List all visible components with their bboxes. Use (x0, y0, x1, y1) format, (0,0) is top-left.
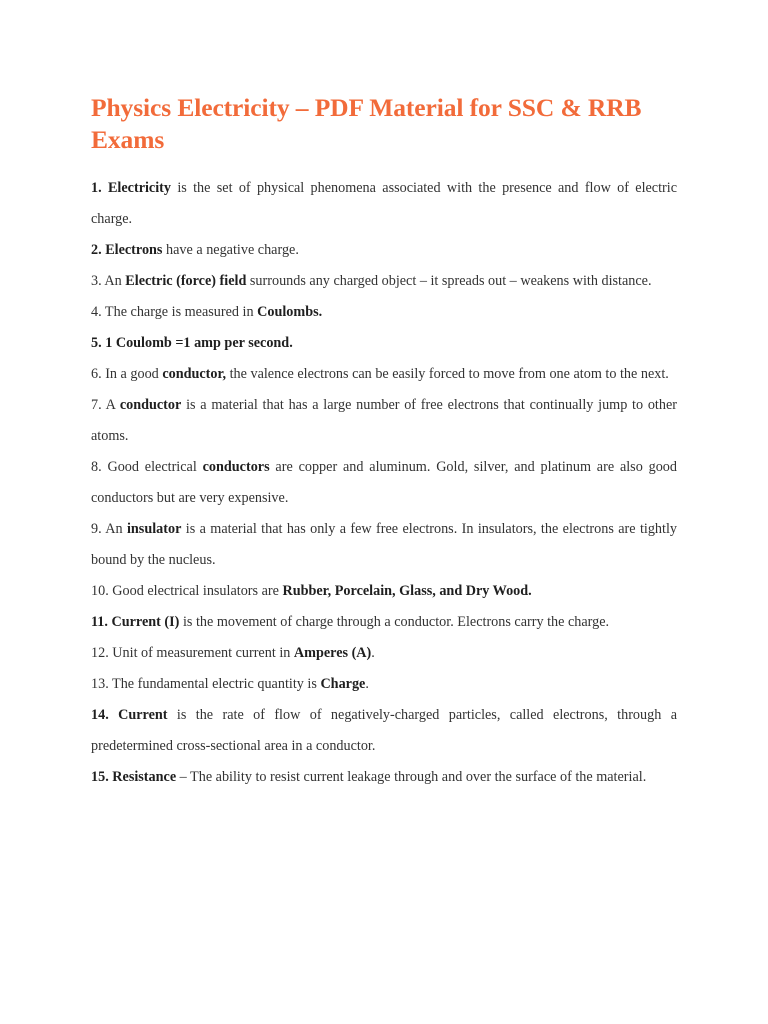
item-keyword: Electric (force) field (125, 273, 247, 289)
item-text: An (101, 273, 126, 289)
item-number: 3. (91, 273, 102, 289)
item-text: Good electrical insulators are (108, 583, 283, 599)
item-keyword: Current (I) (111, 614, 180, 630)
item-keyword: Charge (320, 676, 366, 692)
item-number: 9. (91, 521, 102, 537)
item-number: 12. (91, 645, 109, 661)
item-number: 7. (91, 397, 102, 413)
item-text: have a negative charge. (162, 242, 299, 258)
item-text: Good electrical (101, 459, 203, 475)
item-text: – The ability to resist current leakage through and over the surface of the material. (176, 769, 647, 785)
item-keyword: Resistance (112, 769, 177, 785)
item-keyword: Current (118, 707, 168, 723)
item-number: 11. (91, 614, 108, 630)
item-keyword: conductor, (162, 366, 227, 382)
list-item (91, 235, 677, 266)
item-number: 15. (91, 769, 109, 785)
document-body (91, 173, 677, 793)
list-item (91, 762, 677, 793)
page-title: Physics Electricity – PDF Material for SSC & RRB Exams (91, 93, 642, 154)
item-text: An (101, 521, 127, 537)
list-item (91, 452, 677, 514)
item-keyword: conductors (202, 459, 270, 475)
item-text: is the rate of flow of negatively-charged particles, called electrons, through a predetermined cross-sectional area in a conductor. (91, 707, 677, 754)
list-item (91, 266, 677, 297)
item-number: 10. (91, 583, 109, 599)
item-text: The fundamental electric quantity is (108, 676, 321, 692)
item-keyword: Amperes (A) (293, 645, 372, 661)
item-number: 2. (91, 242, 102, 258)
item-number: 1. (91, 180, 102, 196)
list-item (91, 700, 677, 762)
item-number: 5. (91, 335, 102, 351)
item-text: The charge is measured in (101, 304, 258, 320)
item-keyword: conductor (119, 397, 182, 413)
list-item (91, 328, 677, 359)
item-text: is the set of physical phenomena associated with the presence and flow of electric charge. (91, 180, 678, 227)
item-number: 14. (91, 707, 109, 723)
item-keyword: Coulombs. (257, 304, 323, 320)
list-item (91, 173, 677, 235)
list-item (91, 359, 677, 390)
item-text: . (371, 645, 375, 661)
item-number: 13. (91, 676, 109, 692)
item-number: 8. (91, 459, 102, 475)
item-text: is the movement of charge through a conductor. Electrons carry the charge. (179, 614, 610, 630)
item-text (109, 707, 118, 723)
list-item (91, 297, 677, 328)
item-text: A (101, 397, 120, 413)
item-text: is a material that has only a few free electrons. In insulators, the electrons are tightly bound by the nucleus. (91, 521, 677, 568)
item-number: 4. (91, 304, 102, 320)
item-text: . (365, 676, 369, 692)
item-text: the valence electrons can be easily forced to move from one atom to the next. (226, 366, 669, 382)
list-item (91, 669, 677, 700)
item-keyword: Rubber, Porcelain, Glass, and Dry Wood. (282, 583, 532, 599)
item-text: surrounds any charged object – it spreads out – weakens with distance. (246, 273, 652, 289)
item-text: In a good (101, 366, 163, 382)
item-text: are copper and aluminum. Gold, silver, and platinum are also good conductors but are very expensive. (91, 459, 677, 506)
list-item (91, 514, 677, 576)
list-item (91, 576, 677, 607)
item-keyword: insulator (126, 521, 182, 537)
item-keyword: Electricity (107, 180, 171, 196)
item-number: 6. (91, 366, 102, 382)
item-text: Unit of measurement current in (108, 645, 294, 661)
item-text: is a material that has a large number of free electrons that continually jump to other atoms. (91, 397, 677, 444)
list-item (91, 638, 677, 669)
item-keyword: Electrons (105, 242, 163, 258)
list-item (91, 390, 677, 452)
list-item (91, 607, 677, 638)
item-keyword: 1 Coulomb =1 amp per second. (105, 335, 293, 351)
